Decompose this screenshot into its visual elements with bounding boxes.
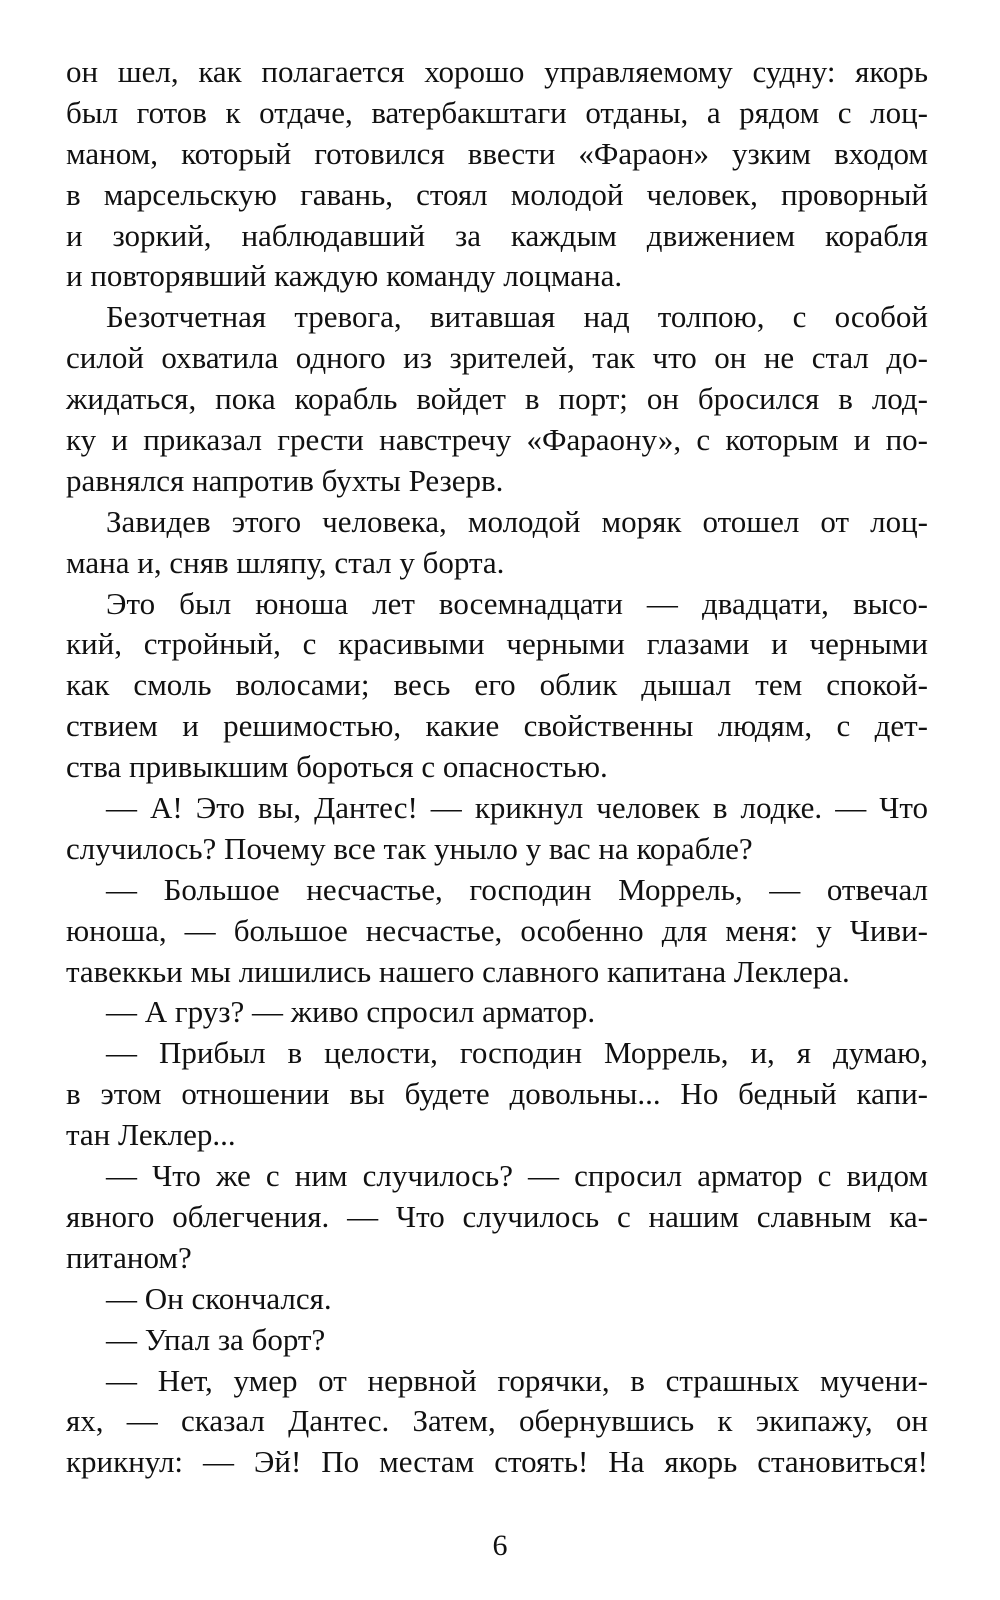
paragraph-7	[66, 992, 928, 1033]
text-line: питаном?	[66, 1239, 192, 1275]
paragraph-1	[66, 52, 928, 297]
page-number: 6	[492, 1529, 508, 1562]
text-line: — Упал за борт?	[106, 1321, 326, 1357]
text-line: мана и, сняв шляпу, стал у борта.	[66, 544, 505, 580]
text-line: и зоркий, наблюдавший за каждым движением корабля	[66, 217, 928, 253]
text-line: Это был юноша лет восемнадцати — двадцати, высо-	[106, 585, 928, 621]
paragraph-10	[66, 1279, 928, 1320]
text-line: и повторявший каждую команду лоцмана.	[66, 258, 623, 294]
paragraph-8	[66, 1033, 928, 1156]
paragraph-3	[66, 502, 928, 584]
text-line: — Большое несчастье, господин Моррель, — отвечал	[106, 871, 928, 907]
text-line: ях, — сказал Дантес. Затем, обернувшись к экипажу, он	[66, 1403, 928, 1439]
text-line: тан Леклер...	[66, 1117, 236, 1153]
text-line: — Что же с ним случилось? — спросил арматор с видом	[106, 1158, 928, 1194]
paragraph-4	[66, 584, 928, 788]
text-line: случилось? Почему все так уныло у вас на корабле?	[66, 830, 753, 866]
text-line: ствием и решимостью, какие свойственны людям, с дет-	[66, 708, 928, 744]
text-line: — Прибыл в целости, господин Моррель, и, я думаю,	[106, 1035, 928, 1071]
text-line: Завидев этого человека, молодой моряк отошел от лоц-	[106, 503, 928, 539]
text-line: ку и приказал грести навстречу «Фараону», с которым и по-	[66, 422, 928, 458]
text-line: юноша, — большое несчастье, особенно для меня: у Чиви-	[66, 912, 928, 948]
paragraph-9	[66, 1156, 928, 1279]
text-line: — Он скончался.	[106, 1280, 332, 1316]
text-line: ства привыкшим бороться с опасностью.	[66, 749, 608, 785]
text-line: он шел, как полагается хорошо управляемому судну: якорь	[66, 54, 928, 89]
text-line: как смоль волосами; весь его облик дышал тем спокой-	[66, 667, 928, 703]
text-line: крикнул: — Эй! По местам стоять! На якорь становиться!	[66, 1444, 928, 1480]
text-line: маном, который готовился ввести «Фараон» узким входом	[66, 135, 928, 171]
text-line: — А груз? — живо спросил арматор.	[106, 994, 596, 1030]
page-text	[66, 52, 928, 1483]
paragraph-11	[66, 1320, 928, 1361]
text-line: Безотчетная тревога, витавшая над толпою, с особой	[106, 299, 928, 335]
text-line: жидаться, пока корабль войдет в порт; он бросился в лод-	[66, 381, 928, 417]
text-line: явного облегчения. — Что случилось с нашим славным ка-	[66, 1198, 928, 1234]
text-line: равнялся напротив бухты Резерв.	[66, 462, 504, 498]
text-line: кий, стройный, с красивыми черными глазами и черными	[66, 626, 928, 662]
text-line: силой охватила одного из зрителей, так что он не стал до-	[66, 340, 928, 376]
paragraph-6	[66, 870, 928, 993]
paragraph-12	[66, 1361, 928, 1484]
text-line: в марсельскую гавань, стоял молодой человек, проворный	[66, 176, 928, 212]
text-line: в этом отношении вы будете довольны... Но бедный капи-	[66, 1076, 928, 1112]
text-line: был готов к отдаче, ватербакштаги отданы, а рядом с лоц-	[66, 94, 928, 130]
paragraph-2	[66, 297, 928, 501]
text-line: — А! Это вы, Дантес! — крикнул человек в лодке. — Что	[106, 790, 928, 826]
text-line: — Нет, умер от нервной горячки, в страшных мучени-	[106, 1362, 928, 1398]
paragraph-5	[66, 788, 928, 870]
text-line: тавеккьи мы лишились нашего славного капитана Леклера.	[66, 953, 850, 989]
